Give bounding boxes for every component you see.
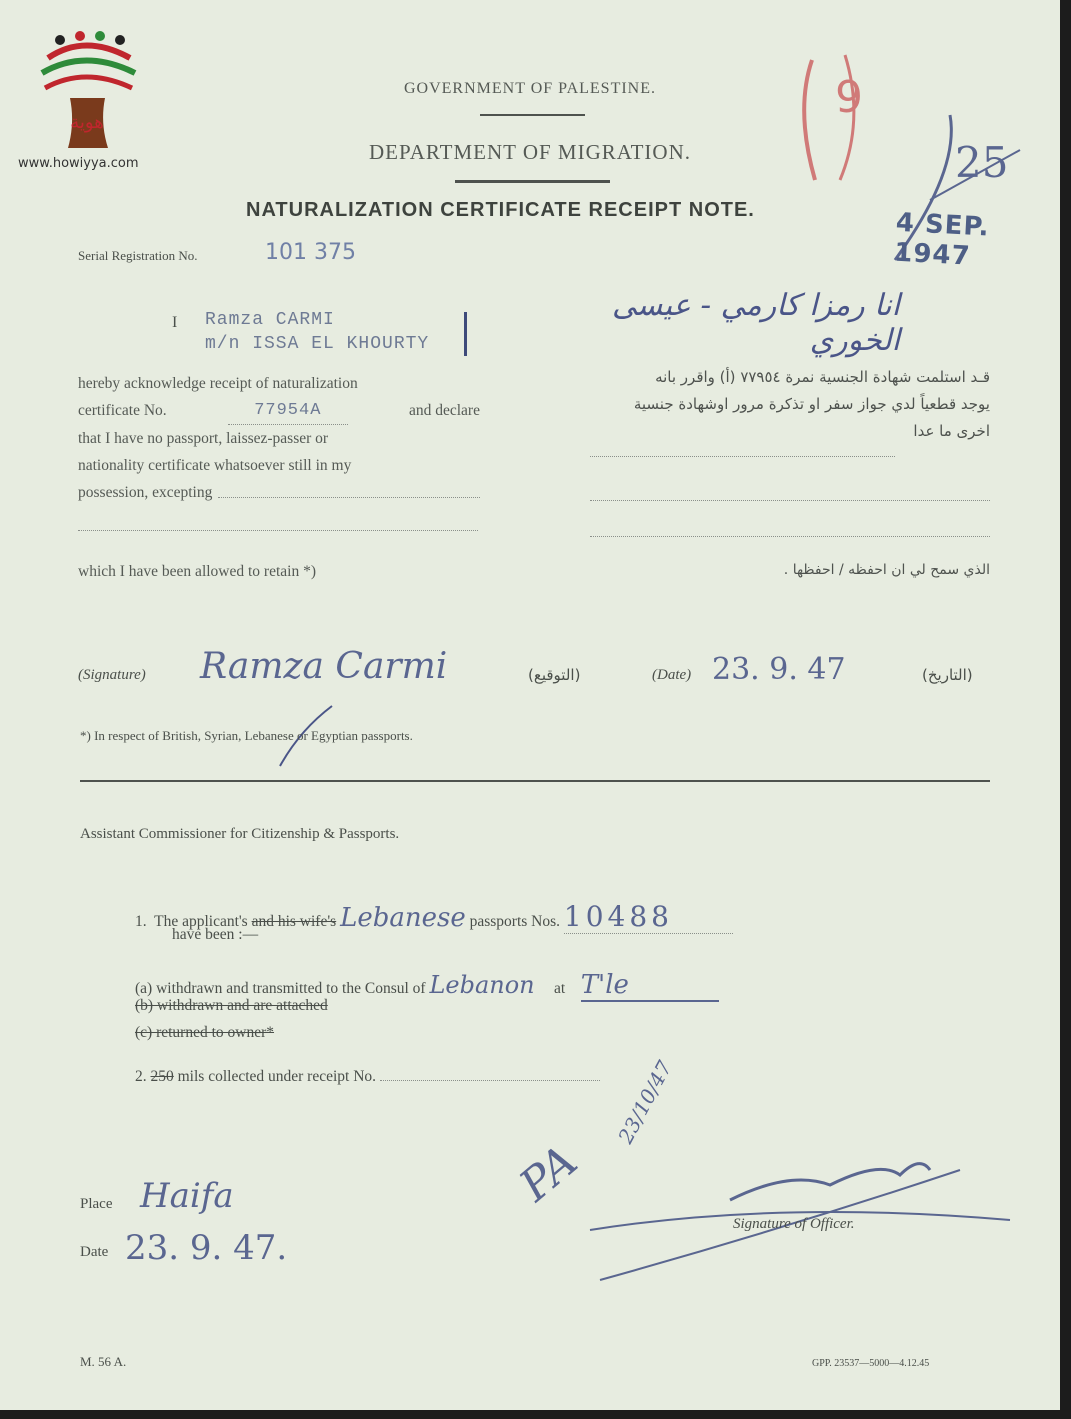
certificate-number: 77954A bbox=[228, 397, 348, 425]
item-2 bbox=[135, 1068, 600, 1086]
ar-line-3: اخرى ما عدا bbox=[913, 422, 990, 440]
signature-label: (Signature) bbox=[78, 667, 146, 683]
possession-text: possession, excepting bbox=[78, 484, 213, 501]
item-b: (b) withdrawn and are attached bbox=[135, 997, 328, 1014]
form-number: M. 56 A. bbox=[80, 1354, 127, 1369]
date-stamp: 4 SEP. 1947 bbox=[893, 207, 991, 272]
section-divider bbox=[80, 780, 990, 782]
applicant-name: Ramza CARMI bbox=[205, 310, 335, 330]
date-value-office: 23. 9. 47. bbox=[125, 1228, 288, 1268]
item-1-text-a: The applicant's bbox=[154, 913, 248, 930]
date-label-office: Date bbox=[80, 1244, 109, 1260]
item-a-label: (a) bbox=[135, 980, 153, 997]
excepting-blank bbox=[218, 479, 480, 498]
decl-line-2 bbox=[78, 397, 480, 425]
footnote: *) In respect of British, Syrian, Lebanese or Egyptian passports. bbox=[80, 728, 413, 743]
consul-place: T'le bbox=[581, 970, 719, 1002]
ar-line-2: يوجد قطعياً لدي جواز سفر او تذكرة مرور اوشهادة جنسية bbox=[633, 395, 990, 413]
retain-text-en: which I have been allowed to retain *) bbox=[78, 563, 317, 580]
passport-number: 10488 bbox=[564, 900, 733, 934]
header-rule-1 bbox=[480, 114, 585, 116]
decl-line-1: hereby acknowledge receipt of naturalization bbox=[78, 375, 358, 392]
signature-label-ar: (التوقيع) bbox=[528, 666, 581, 684]
header-rule-2 bbox=[455, 180, 610, 183]
retain-text-ar: الذي سمح لي ان احفظه / احفظها . bbox=[783, 562, 990, 578]
blank-line-ar-1 bbox=[590, 456, 895, 457]
place-label: Place bbox=[80, 1196, 113, 1212]
item-a-text: withdrawn and transmitted to the Consul of bbox=[156, 980, 426, 997]
item-1-number: 1. bbox=[135, 913, 147, 930]
decl-line-5 bbox=[78, 479, 480, 506]
item-1-struck-text: and his wife's bbox=[251, 913, 337, 930]
item-a bbox=[135, 970, 719, 1000]
printer-code: GPP. 23537—5000—4.12.45 bbox=[812, 1358, 930, 1369]
fraction-number: 25 bbox=[955, 138, 1009, 187]
arabic-declaration bbox=[585, 364, 990, 445]
date-label-ar: (التاريخ) bbox=[922, 666, 973, 684]
receipt-blank bbox=[380, 1080, 600, 1081]
item-c: (c) returned to owner* bbox=[135, 1024, 275, 1041]
cert-tail: and declare bbox=[408, 402, 480, 419]
date-label: (Date) bbox=[652, 667, 692, 683]
blank-line-en bbox=[78, 530, 478, 531]
applicant-signature: Ramza Carmi bbox=[200, 646, 448, 687]
pronoun-i: I bbox=[172, 314, 178, 331]
blank-line-ar-3 bbox=[590, 536, 990, 537]
decl-line-4: nationality certificate whatsoever still in my bbox=[78, 457, 352, 474]
officer-signature-label: Signature of Officer. bbox=[733, 1216, 855, 1232]
serial-value: 101 375 bbox=[265, 240, 356, 265]
item-2-struck-fee: 250 bbox=[150, 1068, 174, 1085]
dept-heading: DEPARTMENT OF MIGRATION. bbox=[368, 140, 692, 164]
consul-country: Lebanon bbox=[429, 971, 535, 999]
item-2-text: mils collected under receipt No. bbox=[177, 1068, 377, 1085]
item-a-at: at bbox=[554, 980, 566, 997]
howiyya-url: www.howiyya.com bbox=[18, 156, 139, 171]
cert-label: certificate No. bbox=[78, 402, 167, 419]
ar-line-1: قـد استلمت شهادة الجنسية نمرة ٧٧٩٥٤ (أ) واقرر بانه bbox=[655, 368, 990, 386]
item-1-continuation: have been :— bbox=[172, 926, 259, 943]
ink-stroke bbox=[464, 312, 467, 356]
item-2-number: 2. bbox=[135, 1068, 147, 1085]
initials-date: 23/10/47 bbox=[613, 1056, 677, 1148]
blank-line-ar-2 bbox=[590, 500, 990, 501]
arabic-handwritten-name: انا رمزا كارمي - عيسى الخوري bbox=[612, 288, 900, 358]
item-1-nationality: Lebanese bbox=[340, 903, 466, 933]
english-declaration bbox=[78, 370, 480, 506]
officer-initials: PA bbox=[510, 1135, 588, 1212]
serial-label: Serial Registration No. bbox=[78, 248, 198, 263]
place-value: Haifa bbox=[140, 1176, 234, 1216]
item-1-text-b: passports Nos. bbox=[469, 913, 561, 930]
form-title: NATURALIZATION CERTIFICATE RECEIPT NOTE. bbox=[246, 199, 755, 221]
decl-line-3: that I have no passport, laissez-passer or bbox=[78, 430, 329, 447]
svg-text:هوية: هوية bbox=[70, 112, 104, 133]
gov-heading: GOVERNMENT OF PALESTINE. bbox=[403, 80, 656, 97]
office-heading: Assistant Commissioner for Citizenship & Passports. bbox=[80, 826, 400, 842]
circled-number: 9 bbox=[835, 72, 863, 123]
applicant-maiden-name: m/n ISSA EL KHOURTY bbox=[205, 334, 430, 354]
applicant-date: 23. 9. 47 bbox=[712, 652, 846, 687]
